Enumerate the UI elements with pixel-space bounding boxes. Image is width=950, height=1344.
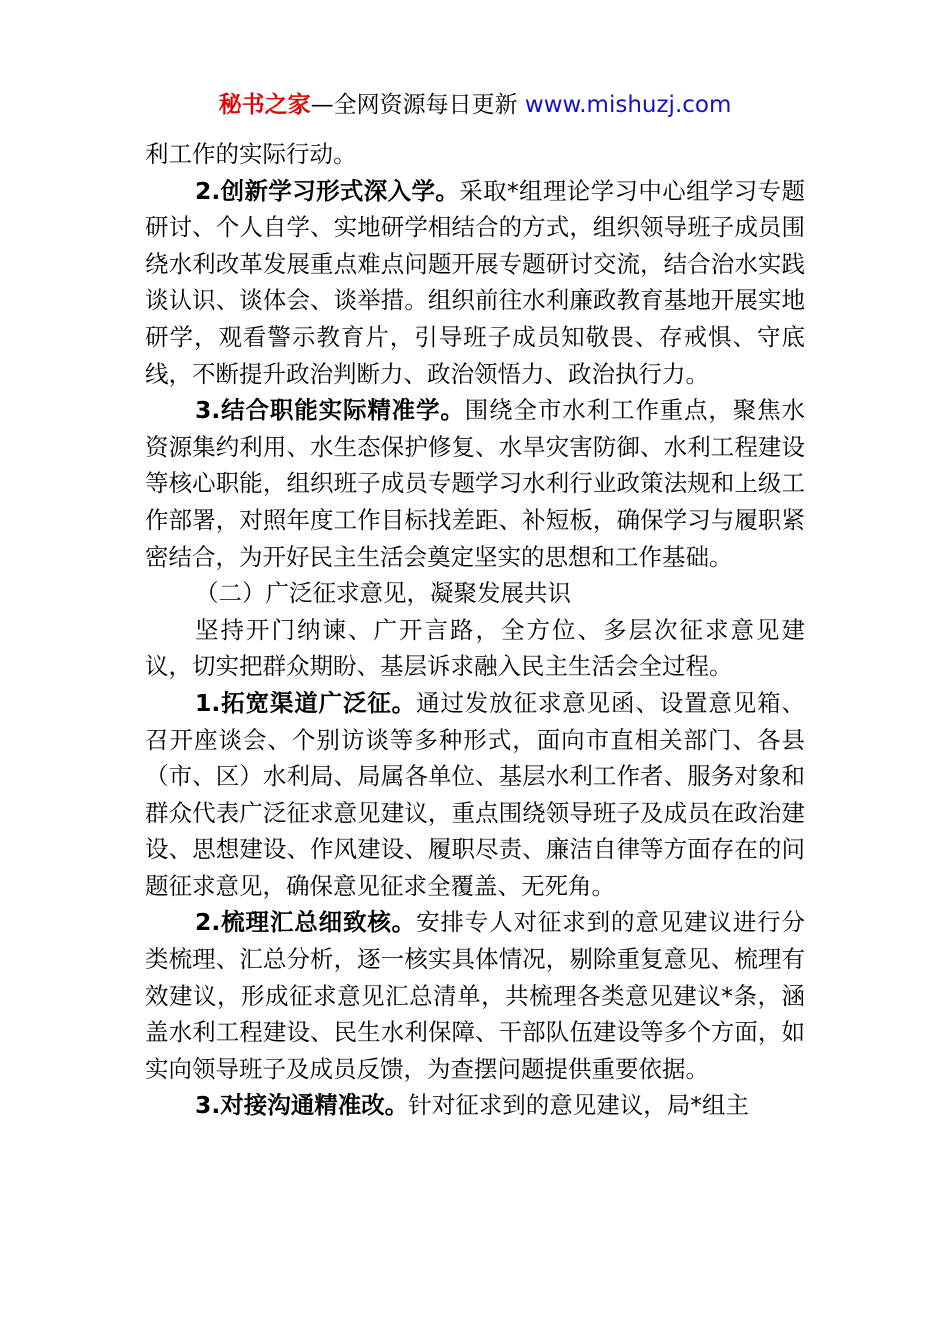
- paragraph: [145, 1087, 805, 1124]
- paragraph: [145, 904, 805, 1087]
- paragraph-text: 利工作的实际行动。: [145, 140, 357, 168]
- paragraph-lead: 2.创新学习形式深入学。: [195, 176, 460, 205]
- paragraph-text: 坚持开门纳谏、广开言路，全方位、多层次征求意见建议，切实把群众期盼、基层诉求融入民主生活会全过程。: [145, 615, 805, 681]
- paragraph: [145, 685, 805, 905]
- header-url[interactable]: www.mishuzj.com: [524, 92, 732, 118]
- header-brand: 秘书之家: [218, 92, 311, 118]
- paragraph-text: 针对征求到的意见建议，局*组主: [408, 1091, 750, 1120]
- header-separator: —: [310, 92, 334, 118]
- paragraph-text: 安排专人对征求到的意见建议进行分类梳理、汇总分析，逐一核实具体情况，剔除重复意见、梳理有效建议，形成征求意见汇总清单，共梳理各类意见建议*条，涵盖水利工程建设、民生水利保障、干部队伍建设等多个方面，如实向领导班子及成员反馈，为查摆问题提供重要依据。: [145, 908, 806, 1083]
- paragraph-text: 通过发放征求意见函、设置意见箱、召开座谈会、个别访谈等多种形式，面向市直相关部门、各县（市、区）水利局、局属各单位、基层水利工作者、服务对象和群众代表广泛征求意见建议，重点围绕领导班子及成员在政治建设、思想建设、作风建设、履职尽责、廉洁自律等方面存在的问题征求意见，确保意见征求全覆盖、无死角。: [145, 688, 806, 900]
- section-heading-text: （二）广泛征求意见，凝聚发展共识: [195, 579, 571, 608]
- paragraph-lead: 2.梳理汇总细致核。: [195, 908, 417, 937]
- paragraph: [145, 612, 805, 685]
- header-slogan: 全网资源每日更新: [333, 92, 518, 118]
- paragraph-lead: 3.结合职能实际精准学。: [195, 396, 465, 425]
- paragraph: [145, 392, 805, 575]
- paragraph-text: 采取*组理论学习中心组学习专题研讨、个人自学、实地研学相结合的方式，组织领导班子成员围绕水利改革发展重点难点问题开展专题研讨交流，结合治水实践谈认识、谈体会、谈举措。组织前往水利廉政教育基地开展实地研学，观看警示教育片，引导班子成员知敬畏、存戒惧、守底线，不断提升政治判断力、政治领悟力、政治执行力。: [145, 176, 806, 388]
- document-body: [145, 136, 805, 1124]
- page-header: [0, 88, 950, 122]
- paragraph-lead: 1.拓宽渠道广泛征。: [195, 688, 417, 717]
- paragraph-lead: 3.对接沟通精准改。: [195, 1091, 409, 1120]
- paragraph: [145, 173, 805, 393]
- paragraph-text: 围绕全市水利工作重点，聚焦水资源集约利用、水生态保护修复、水旱灾害防御、水利工程建设等核心职能，组织班子成员专题学习水利行业政策法规和上级工作部署，对照年度工作目标找差距、补短板，确保学习与履职紧密结合，为开好民主生活会奠定坚实的思想和工作基础。: [145, 396, 806, 571]
- section-heading: [145, 575, 805, 612]
- paragraph: [145, 136, 805, 173]
